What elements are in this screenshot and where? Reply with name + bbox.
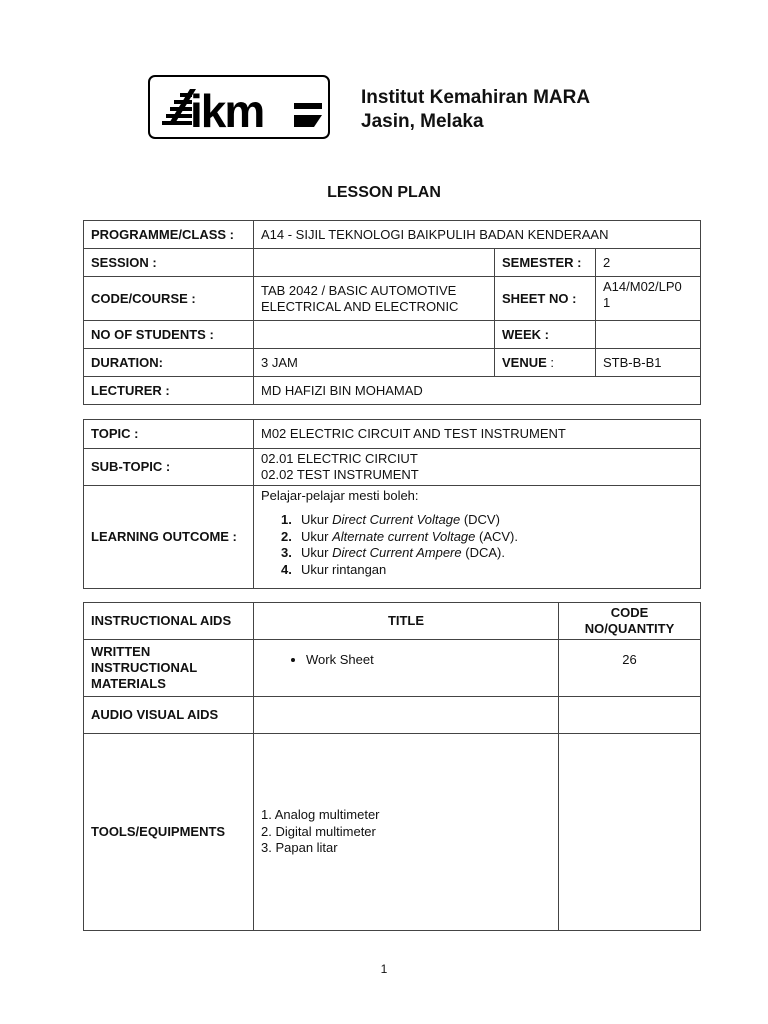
written-qty: 26: [559, 640, 701, 697]
session-row: [84, 249, 701, 277]
written-row: [84, 640, 701, 697]
code-row: [84, 277, 701, 321]
duration-row: [84, 349, 701, 377]
aids-col1-header: INSTRUCTIONAL AIDS: [84, 603, 254, 640]
programme-row: [84, 221, 701, 249]
venue-value: STB-B-B1: [596, 349, 701, 377]
students-row: [84, 321, 701, 349]
semester-value: 2: [596, 249, 701, 277]
topic-table: [83, 419, 701, 589]
written-list: [261, 652, 551, 668]
outcome-item: 4. Ukur rintangan: [281, 561, 387, 577]
outcome-item: 3. Ukur Direct Current Ampere (DCA).: [281, 545, 505, 560]
outcome-value: [254, 486, 701, 589]
week-label: WEEK :: [495, 321, 596, 349]
written-label: WRITTEN INSTRUCTIONAL MATERIALS: [84, 640, 254, 697]
institute-name: [361, 86, 590, 134]
session-value: [254, 249, 495, 277]
tools-qty: [559, 734, 701, 931]
audio-title: [254, 697, 559, 734]
instructional-aids-table: [83, 602, 701, 931]
venue-cell: [495, 349, 596, 377]
sheet-value-line-1: A14/M02/LP0: [603, 279, 682, 294]
logo-text: ikm: [190, 85, 264, 137]
outcome-label: LEARNING OUTCOME :: [84, 486, 254, 589]
duration-label: DURATION:: [84, 349, 254, 377]
session-label: SESSION :: [84, 249, 254, 277]
code-value: [254, 277, 495, 321]
subtopic-row: [84, 449, 701, 486]
students-value: [254, 321, 495, 349]
code-label: CODE/COURSE :: [84, 277, 254, 321]
ikm-logo-mark: [150, 77, 332, 141]
institute-line-2: Jasin, Melaka: [361, 111, 484, 132]
subtopic-line-2: 02.02 TEST INSTRUMENT: [261, 467, 419, 482]
ikm-logo: [148, 75, 330, 139]
tools-label: TOOLS/EQUIPMENTS: [84, 734, 254, 931]
code-value-line-1: TAB 2042 / BASIC AUTOMOTIVE: [261, 282, 457, 298]
tools-row: [84, 734, 701, 931]
week-value: [596, 321, 701, 349]
aids-header-row: [84, 603, 701, 640]
audio-qty: [559, 697, 701, 734]
sheet-value: [596, 277, 701, 321]
aids-col3-header: CODE NO/QUANTITY: [559, 603, 701, 640]
institute-line-1: Institut Kemahiran MARA: [361, 87, 591, 108]
topic-row: [84, 420, 701, 449]
audio-row: [84, 697, 701, 734]
topic-value: M02 ELECTRIC CIRCUIT AND TEST INSTRUMENT: [254, 420, 701, 449]
subtopic-label: SUB-TOPIC :: [84, 449, 254, 486]
lecturer-value: MD HAFIZI BIN MOHAMAD: [254, 377, 701, 405]
outcome-intro: Pelajar-pelajar mesti boleh:: [261, 488, 419, 503]
sheet-label: SHEET NO :: [495, 277, 596, 321]
lecturer-row: [84, 377, 701, 405]
venue-label: VENUE: [502, 354, 547, 370]
written-title: [254, 640, 559, 697]
written-item: • Work Sheet: [306, 652, 551, 668]
tools-item: 2. Digital multimeter: [261, 823, 376, 839]
semester-label: SEMESTER :: [495, 249, 596, 277]
lecturer-label: LECTURER :: [84, 377, 254, 405]
duration-value: 3 JAM: [254, 349, 495, 377]
sheet-value-line-2: 1: [603, 295, 611, 310]
tools-item: 3. Papan litar: [261, 840, 338, 856]
subtopic-line-1: 02.01 ELECTRIC CIRCIUT: [261, 451, 418, 466]
students-label: NO OF STUDENTS :: [84, 321, 254, 349]
outcome-item: 2. Ukur Alternate current Voltage (ACV).: [281, 528, 519, 544]
page-number: 1: [380, 962, 388, 976]
outcome-row: [84, 486, 701, 589]
programme-label: PROGRAMME/CLASS :: [84, 221, 254, 249]
programme-value: A14 - SIJIL TEKNOLOGI BAIKPULIH BADAN KENDERAAN: [254, 221, 701, 249]
lesson-info-table: [83, 220, 701, 405]
topic-label: TOPIC :: [84, 420, 254, 449]
outcome-item: 1. Ukur Direct Current Voltage (DCV): [281, 512, 500, 527]
tools-item: 1. Analog multimeter: [261, 807, 380, 823]
venue-colon: :: [546, 354, 555, 370]
subtopic-value: [254, 449, 701, 486]
audio-label: AUDIO VISUAL AIDS: [84, 697, 254, 734]
tools-list: [254, 734, 559, 931]
code-value-line-2: ELECTRICAL AND ELECTRONIC: [261, 298, 459, 314]
aids-col2-header: TITLE: [254, 603, 559, 640]
document-title: LESSON PLAN: [327, 184, 441, 201]
outcome-list: [261, 512, 693, 578]
